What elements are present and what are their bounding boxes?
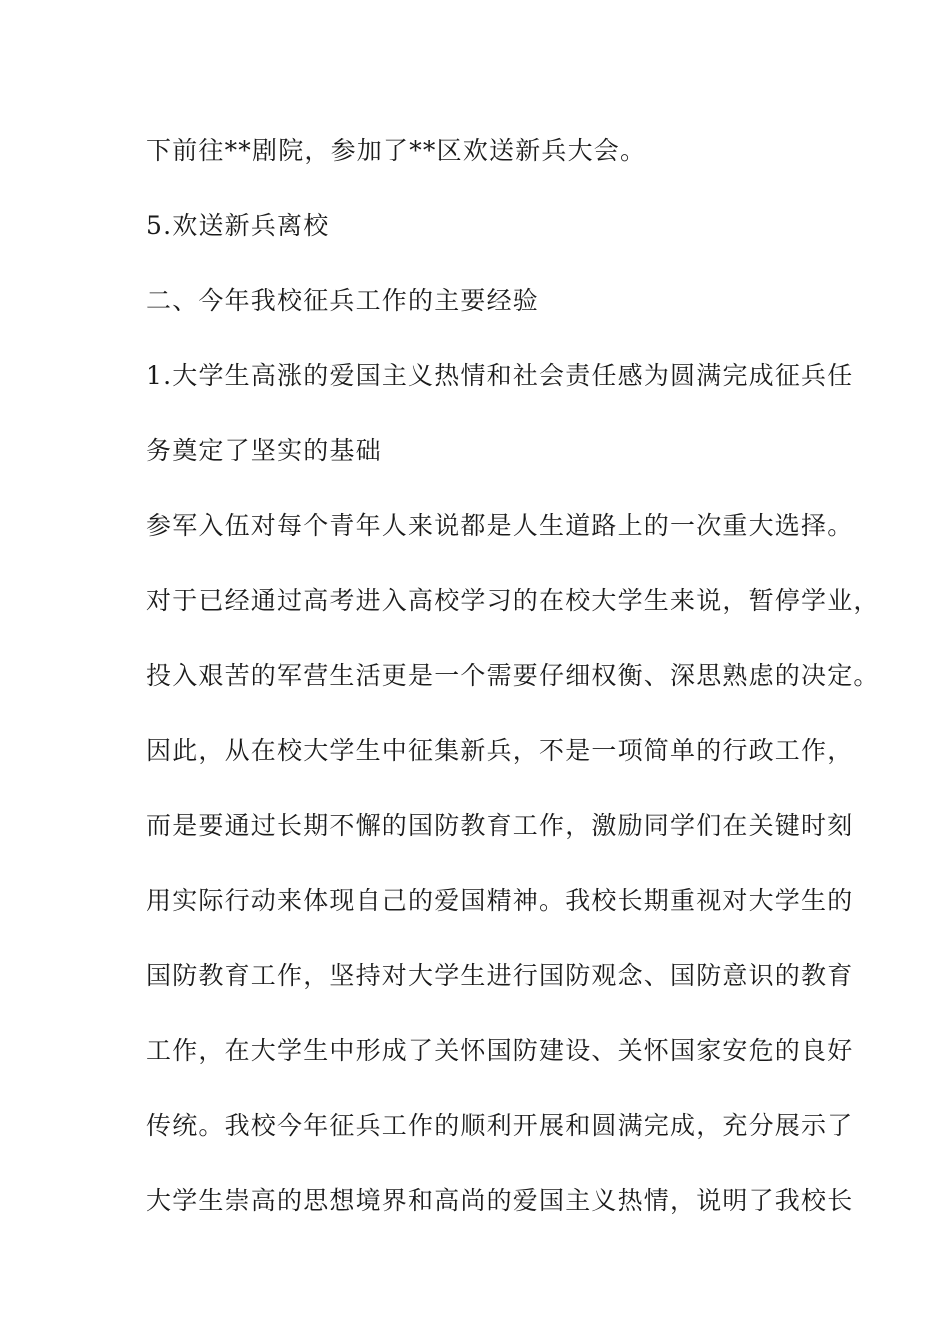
text-line: 投入艰苦的军营生活更是一个需要仔细权衡、深思熟虑的决定。 <box>146 661 880 690</box>
text-line: 参军入伍对每个青年人来说都是人生道路上的一次重大选择。 <box>146 511 854 540</box>
text-line: 传统。我校今年征兵工作的顺利开展和圆满完成，充分展示了 <box>146 1111 854 1140</box>
text-line: 因此，从在校大学生中征集新兵，不是一项简单的行政工作， <box>146 736 854 765</box>
subsection-heading: 1.大学生高涨的爱国主义热情和社会责任感为圆满完成征兵任 <box>146 361 854 390</box>
text-line: 国防教育工作，坚持对大学生进行国防观念、国防意识的教育 <box>146 961 854 990</box>
text-line: 大学生崇高的思想境界和高尚的爱国主义热情，说明了我校长 <box>146 1186 854 1215</box>
text-line: 用实际行动来体现自己的爱国精神。我校长期重视对大学生的 <box>146 886 854 915</box>
text-line: 而是要通过长期不懈的国防教育工作，激励同学们在关键时刻 <box>146 811 854 840</box>
subsection-heading-continued: 务奠定了坚实的基础 <box>146 436 382 465</box>
text-line: 工作，在大学生中形成了关怀国防建设、关怀国家安危的良好 <box>146 1036 854 1065</box>
section-heading: 二、今年我校征兵工作的主要经验 <box>146 286 540 315</box>
section-heading: 5.欢送新兵离校 <box>146 211 330 240</box>
text-line: 下前往**剧院，参加了**区欢送新兵大会。 <box>146 136 647 165</box>
text-line: 对于已经通过高考进入高校学习的在校大学生来说，暂停学业， <box>146 586 880 615</box>
